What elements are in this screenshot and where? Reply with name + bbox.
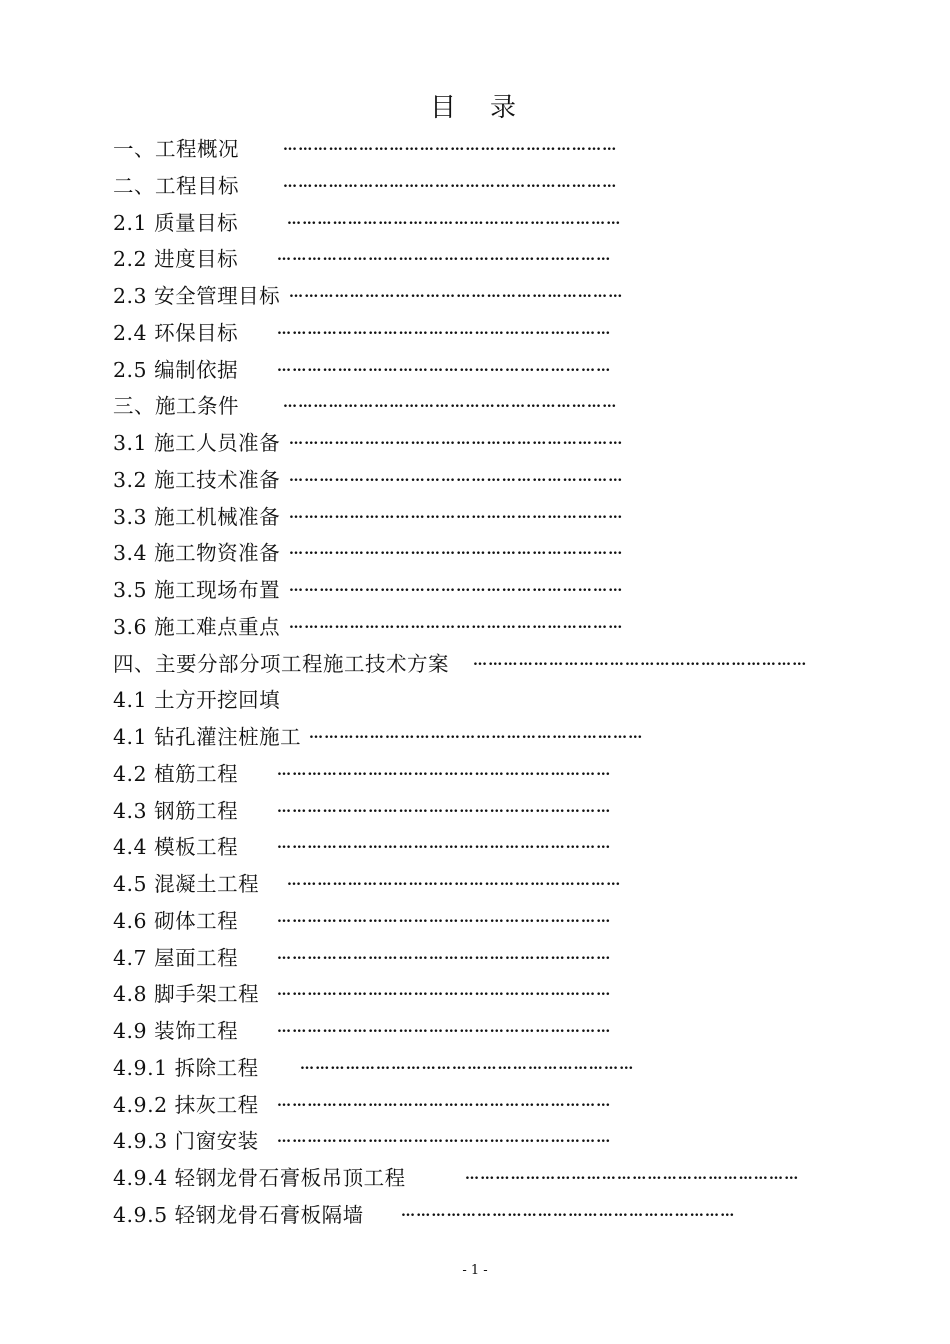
toc-leader-dots: ………………………………………………………… <box>289 432 624 448</box>
toc-entry-label: 3.2 施工技术准备 <box>113 467 281 492</box>
toc-leader-dots: ………………………………………………………… <box>277 1130 612 1147</box>
toc-leader-dots: ………………………………………………………… <box>277 983 612 1000</box>
toc-entry-label: 2.3 安全管理目标 <box>113 284 281 308</box>
toc-leader-dots: ………………………………………………………… <box>277 909 612 926</box>
toc-entry-label: 4.9.3 门窗安装 <box>113 1129 259 1154</box>
toc-entry-label: 一、工程概况 <box>113 137 239 161</box>
toc-leader-dots: ………………………………………………………… <box>287 873 622 889</box>
toc-entry-label: 3.5 施工现场布置 <box>113 578 281 602</box>
toc-leader-dots: ………………………………………………………… <box>277 799 612 816</box>
toc-leader-dots: ………………………………………………………… <box>300 1056 635 1073</box>
toc-leader-dots: ………………………………………………………… <box>289 615 624 632</box>
toc-leader-dots: ………………………………………………………… <box>465 1167 800 1183</box>
toc-leader-dots: ………………………………………………………… <box>401 1203 736 1220</box>
toc-entry-label: 4.9.5 轻钢龙骨石膏板隔墙 <box>113 1202 364 1227</box>
toc-leader-dots: ………………………………………………………… <box>277 1093 612 1110</box>
toc-entry-label: 2.5 编制依据 <box>113 357 239 382</box>
toc-leader-dots: ………………………………………………………… <box>277 248 612 265</box>
toc-entry-label: 4.3 钢筋工程 <box>113 798 239 823</box>
toc-leader-dots: ………………………………………………………… <box>289 505 624 522</box>
toc-entry-label: 二、工程目标 <box>113 173 239 198</box>
toc-entry-label: 4.2 植筋工程 <box>113 761 239 786</box>
toc-entry-label: 4.9.4 轻钢龙骨石膏板吊顶工程 <box>113 1166 406 1190</box>
toc-leader-dots: ………………………………………………………… <box>309 726 644 742</box>
toc-entry-label: 三、施工条件 <box>113 394 239 419</box>
toc-leader-dots: ………………………………………………………… <box>289 285 624 301</box>
toc-entry-label: 4.9.1 拆除工程 <box>113 1055 259 1080</box>
toc-entry-label: 3.1 施工人员准备 <box>113 431 281 455</box>
toc-entry-label: 4.1 钻孔灌注桩施工 <box>113 725 302 749</box>
toc-leader-dots: ………………………………………………………… <box>277 358 612 375</box>
toc-leader-dots: ………………………………………………………… <box>277 762 612 779</box>
toc-entry-label: 3.3 施工机械准备 <box>113 504 281 529</box>
toc-entry-label: 3.6 施工难点重点 <box>113 614 281 639</box>
toc-leader-dots: ………………………………………………………… <box>277 836 612 853</box>
toc-entry-label: 4.5 混凝土工程 <box>113 872 260 896</box>
toc-leader-dots: ………………………………………………………… <box>283 138 618 154</box>
toc-entry-label: 4.8 脚手架工程 <box>113 982 260 1007</box>
toc-entry-label: 4.6 砌体工程 <box>113 908 239 933</box>
toc-entry-label: 2.2 进度目标 <box>113 247 239 272</box>
toc-leader-dots: ………………………………………………………… <box>289 468 624 485</box>
toc-entry-label: 四、主要分部分项工程施工技术方案 <box>113 651 449 676</box>
toc-entry-label: 3.4 施工物资准备 <box>113 541 281 566</box>
toc-leader-dots: ………………………………………………………… <box>287 211 622 228</box>
toc-leader-dots: ………………………………………………………… <box>277 1020 612 1036</box>
toc-entry-label: 2.1 质量目标 <box>113 210 239 235</box>
toc-entry-label: 2.4 环保目标 <box>113 320 239 345</box>
toc-leader-dots: ………………………………………………………… <box>277 321 612 338</box>
toc-entry-label: 4.9.2 抹灰工程 <box>113 1092 259 1117</box>
page-number: - 1 - <box>462 1263 488 1278</box>
toc-leader-dots: ………………………………………………………… <box>283 395 618 412</box>
toc-leader-dots: ………………………………………………………… <box>289 542 624 559</box>
toc-entry-label: 4.9 装饰工程 <box>113 1019 239 1043</box>
toc-leader-dots: ………………………………………………………… <box>283 174 618 191</box>
toc-entry-label: 4.7 屋面工程 <box>113 945 239 970</box>
toc-leader-dots: ………………………………………………………… <box>277 946 612 963</box>
toc-title: 目 录 <box>429 93 520 123</box>
toc-entry-label: 4.4 模板工程 <box>113 835 239 860</box>
toc-leader-dots: ………………………………………………………… <box>473 652 808 669</box>
toc-entry-label: 4.1 土方开挖回填 <box>113 688 281 713</box>
toc-leader-dots: ………………………………………………………… <box>289 579 624 595</box>
